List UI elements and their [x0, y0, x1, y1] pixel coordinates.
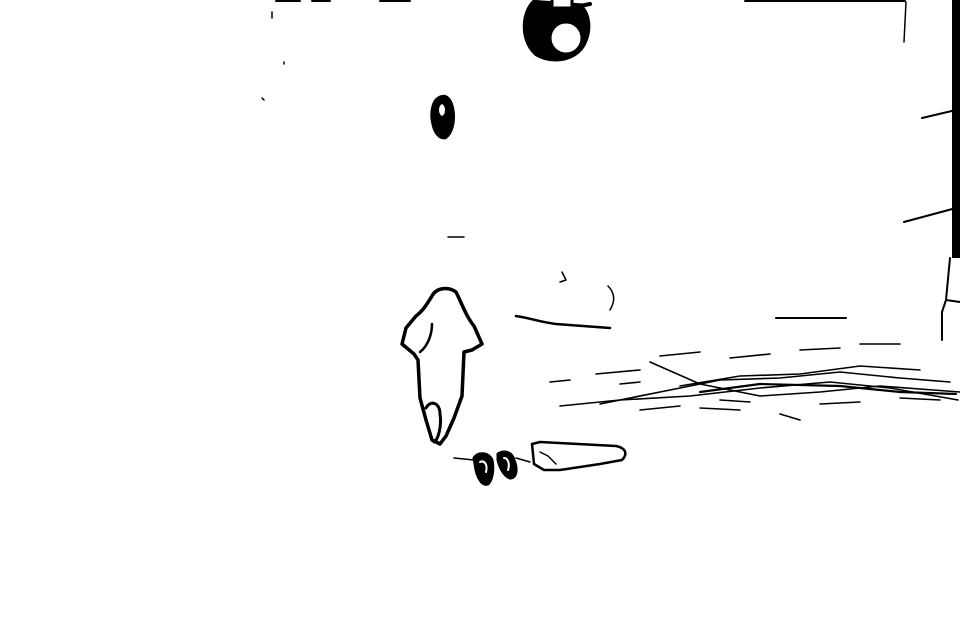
hanging-ball — [431, 96, 454, 139]
hanging-ring — [525, 0, 590, 59]
right-wall-edge — [952, 0, 960, 258]
